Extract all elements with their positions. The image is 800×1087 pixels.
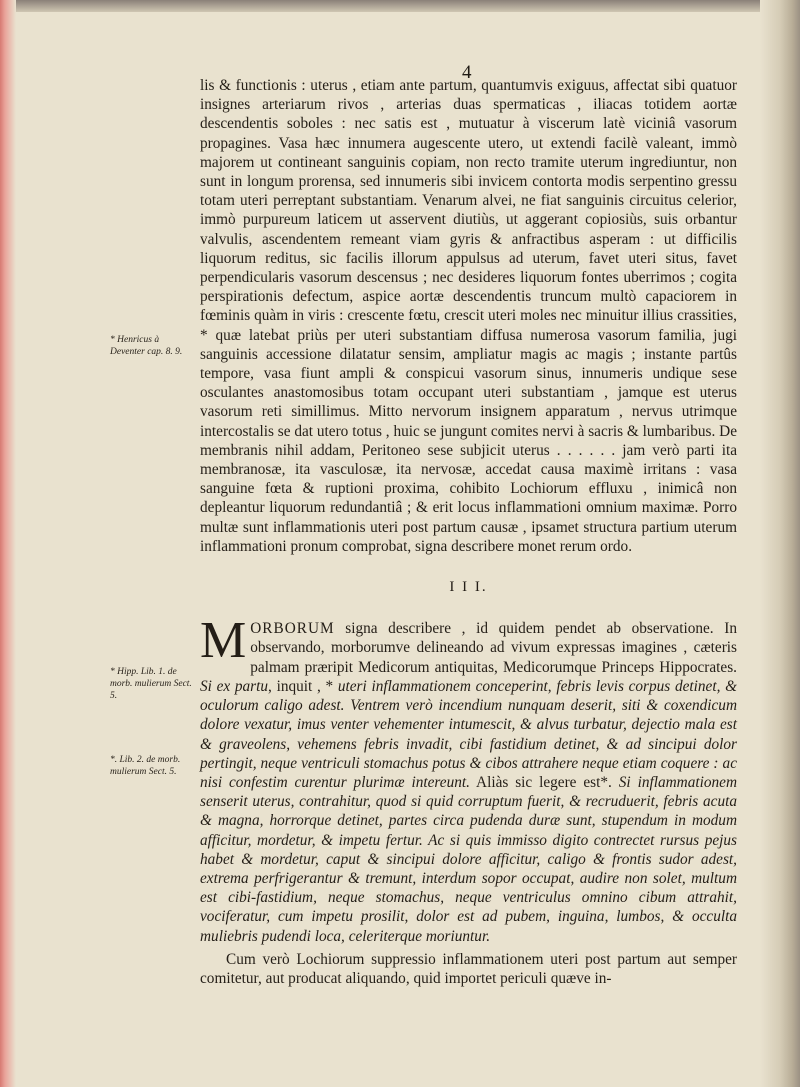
paragraph-2 — [200, 612, 737, 945]
paragraph-2-text-a: signa describere , id quidem pendet ab observatione. In observando, morborumve delineando ad vivum expressas imagines , cæteris palmam præripit Medicorum antiquitas, Medicorumque Princeps Hippocrates. — [250, 620, 737, 676]
drop-cap: M — [200, 612, 247, 670]
page-top-edge — [0, 0, 800, 12]
paragraph-1: lis & functionis : uterus , etiam ante partum, quantumvis exiguus, affectat sibi quatuor insignes arteriarum rivos , arterias duas spermaticas , iliacas totidem aortæ descendentis soboles : nec satis est , mutuatur à viscerum latè viciniâ vasorum propagines. Vasa hæc innumera augescente utero, ut extendi facilè valeant, immò majorem ut contineant sanguinis copiam, non recto tramite uterum ingrediuntur, non sunt in longum prorensa, sed innumeris sibi invicem contorta modis serpentino gressu totam uteri perreptant substantiam. Venarum alvei, ne fiat sanguinis circuitus celerior, immò purpureum laticem ut asservent diutiùs, ut aggerant copiosiùs, suis orbantur valvulis, ascendentem remeant viam gyris & anfractibus asperam : ut difficilis liquorum reditus, sic facilis illorum appulsus ad uterum, favet uteri situs, favet perpendicularis vasorum descensus ; nec desideres liquorum fontes uberrimos ; cogita perspirationis defectum, aspice aortæ descendentis truncum multò capaciorem in fœminis quàm in viris : crescente fœtu, crescit uteri moles nec minuitur illius crassities, * quæ latebat priùs per uteri substantiam diffusa numerosa vasorum familia, jugi sanguinis accessione dilatatur sensim, ampliatur magis ac magis ; instante partûs tempore, vasa fiunt ampli & conspicui vasorum sinus, innumeris undique sese osculantes anastomosibus totam occupant uteri substantiam , jamque est uterus vasorum reti simillimus. Mitto nervorum insignem apparatum , nervus utrimque intercostalis se dat utero totus , huic se jungunt comites nervi à sacris & lumbaribus. De membranis nihil addam, Peritoneo sese subjicit uterus . . . . . . jam verò parti ita membranosæ, ita vasculosæ, ita nervosæ, accedat causa maximè irritans : vasa sanguine fœta & ruptioni proxima, cohibito Lochiorum effluxu , inimicâ non depleantur liquorum redundantiâ ; & erit locus inflammationi omnium maximæ. Porro multæ sunt inflammationis uteri post partum causæ , ipsamet structura partium uterum inflammationi pronum comprobat, signa describere monet rerum ordo. — [200, 77, 737, 555]
page-left-edge — [0, 0, 16, 1087]
paragraph-3: Cum verò Lochiorum suppressio inflammationem uteri post partum aut semper comitetur, aut producat aliquando, quid importet periculi quæve in- — [200, 950, 737, 987]
paragraph-2-text-c: Aliàs sic legere est*. — [469, 773, 619, 791]
page-number: 4 — [462, 62, 472, 83]
margin-note-hipp-lib2: *. Lib. 2. de morb. mulierum Sect. 5. — [110, 755, 181, 777]
paragraph-2-text-b: , inquit , * — [268, 677, 338, 695]
paragraph-2-smallcaps: ORBORUM — [250, 620, 335, 638]
paragraph-2-quote-1: Si ex partu — [200, 677, 269, 695]
margin-note-hipp-lib1: * Hipp. Lib. 1. de morb. mulierum Sect. 5. — [110, 667, 192, 701]
paragraph-2-quote-3: Si inflammationem senserit uterus, contrahitur, quod si quid corruptum fuerit, & recruduerit, febris acuta & magna, horrorque detinet, partes circa pudenda duræ sunt, stupendum in modum afficitur, mordetur, & impetu fertur. Ac si quis immisso digito contrectet rursus pejus habet & mordetur, caput & sincipui dolore afficitur, caligo & frontis sudor adest, extrema perfrigerantur & tremunt, interdum sopor occupat, audire non solet, multum est cibi-fastidium, neque stomachus, neque ventriculus omnino cibum attrahit, vociferatur, cum impetu prosilit, dolor est ad pubem, inguina, lumbos, & occulta muliebris pudendi loca, celeriterque moriuntur. — [200, 773, 737, 945]
section-number: I I I. — [449, 579, 488, 596]
paragraph-2-quote-2: uteri inflammationem conceperint, febris levis corpus detinet, & oculorum caligo adest. Ventrem verò incendium nunquam deserit, siti & coxendicum dolore vexatur, imus venter vehementer intumescit, & alvus turbatur, dejectio mala est & graveolens, vehemens febris invadit, cibi fastidium detinet, & ad sincipui dolor pertingit, neque ventriculi stomachus potus & cibos attrahere neque etiam coquere : ac nisi confestim curentur plurimæ intereunt. — [200, 677, 737, 791]
main-text — [200, 76, 737, 988]
margin-note-deventer: * Henricus à Deventer cap. 8. 9. — [110, 335, 183, 357]
page-right-edge — [760, 0, 800, 1087]
